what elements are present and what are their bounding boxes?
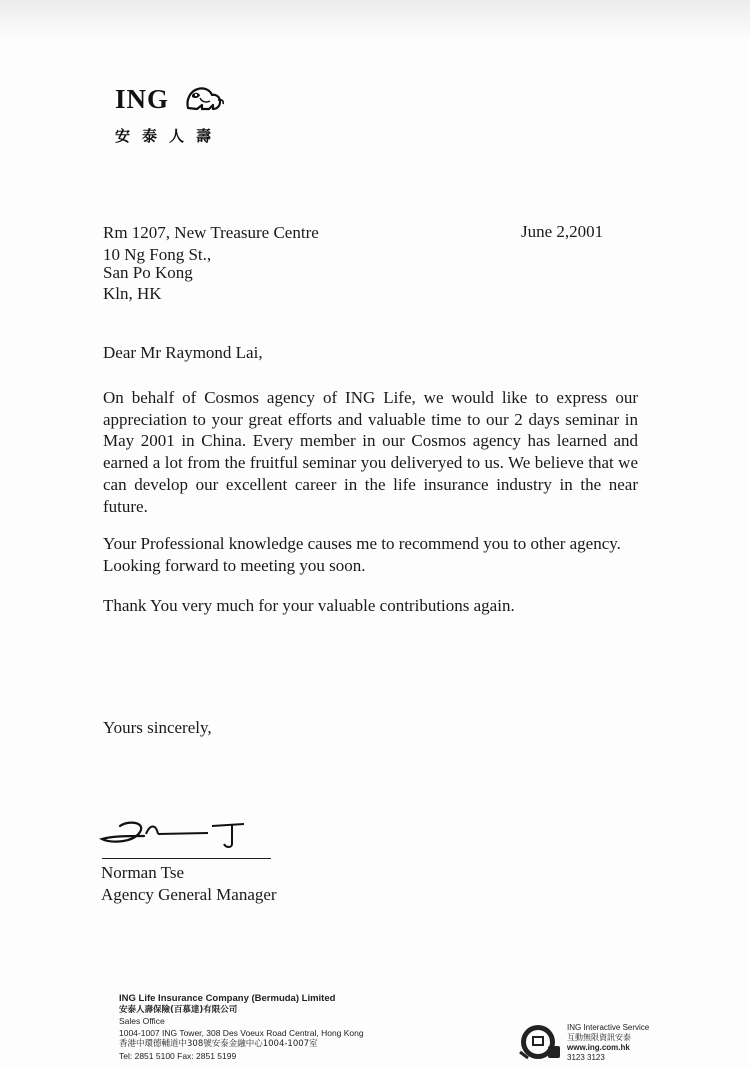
scan-shadow <box>0 0 750 40</box>
ing-logo <box>115 82 255 118</box>
closing: Yours sincerely, <box>103 718 212 737</box>
footer-address: 1004-1007 ING Tower, 308 Des Voeux Road Central, Hong Kong <box>119 1027 364 1038</box>
signer-name: Norman Tse <box>101 863 185 882</box>
interactive-service-website: www.ing.com.hk <box>567 1043 630 1052</box>
recipient-address-line-3: San Po Kong <box>103 263 193 282</box>
interactive-service-info <box>567 1023 649 1063</box>
recipient-address-line-4: Kln, HK <box>103 284 162 303</box>
footer-company-name: ING Life Insurance Company (Bermuda) Limited <box>119 993 336 1004</box>
salutation: Dear Mr Raymond Lai, <box>103 343 263 362</box>
body-paragraph-1: On behalf of Cosmos agency of ING Life, we would like to express our appreciation to your great efforts and valuable time to our 2 days seminar in May 2001 in China. Every member in our Cosmos agency has learned and earned a lot from the fruitful seminar you deliveryed to us. We believe that we can develop our excellent career in the life insurance industry in the near future. <box>103 388 638 516</box>
letter-date: June 2,2001 <box>521 222 604 241</box>
interactive-service-title-chinese: 互動無限資訊安泰 <box>567 1033 631 1042</box>
footer-office-label: Sales Office <box>119 1016 165 1026</box>
lion-icon <box>182 82 226 114</box>
letterhead-footer <box>119 993 364 1062</box>
interactive-service-title: ING Interactive Service <box>567 1023 650 1032</box>
body-paragraph-2: Your Professional knowledge causes me to recommend you to other agency. Looking forward to meeting you soon. <box>103 534 621 575</box>
brand-chinese-name: 安泰人壽 <box>115 127 224 145</box>
footer-phone-fax: Tel: 2851 5100 Fax: 2851 5199 <box>119 1050 237 1061</box>
interactive-service-icon <box>518 1022 562 1062</box>
handwritten-signature <box>98 806 258 856</box>
recipient-address-line-1: Rm 1207, New Treasure Centre <box>103 223 319 242</box>
footer-company-name-chinese: 安泰人壽保險(百慕達)有限公司 <box>119 1004 238 1015</box>
footer-address-chinese: 香港中環德輔道中308號安泰金融中心1004-1007室 <box>119 1039 318 1049</box>
signature-line <box>102 858 271 859</box>
signer-title: Agency General Manager <box>101 885 277 904</box>
body-paragraph-3: Thank You very much for your valuable contributions again. <box>103 596 515 615</box>
recipient-address-line-2: 10 Ng Fong St., <box>103 245 212 264</box>
interactive-service-phone: 3123 3123 <box>567 1053 605 1062</box>
brand-name: ING <box>115 84 170 114</box>
